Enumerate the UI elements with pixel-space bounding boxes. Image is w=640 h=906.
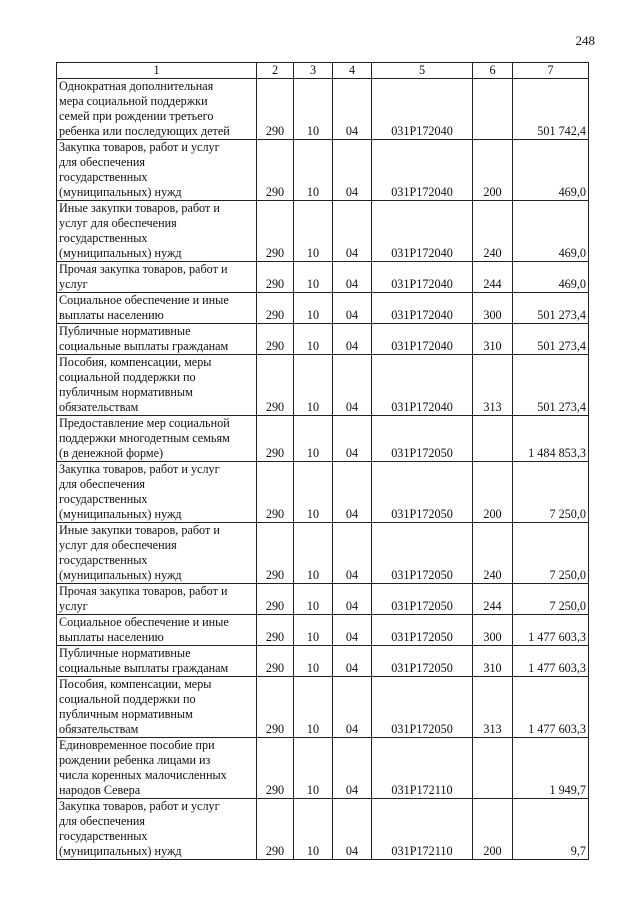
- row-code-target: 031P172040: [372, 355, 473, 416]
- table-row: [57, 677, 589, 738]
- row-code-target: 031P172040: [372, 140, 473, 201]
- row-code-subsection: 04: [333, 79, 372, 140]
- row-code-ministry: 290: [257, 584, 294, 615]
- row-code-section: 10: [294, 584, 333, 615]
- row-code-section: 10: [294, 324, 333, 355]
- header-cell: 4: [333, 63, 372, 79]
- row-code-expense-type: 200: [473, 462, 513, 523]
- row-amount: 1 484 853,3: [513, 416, 589, 462]
- table-row: [57, 79, 589, 140]
- row-code-target: 031P172050: [372, 462, 473, 523]
- row-code-ministry: 290: [257, 738, 294, 799]
- row-description: Закупка товаров, работ и услуг для обеспечения государственных (муниципальных) нужд: [57, 462, 257, 523]
- table-row: [57, 355, 589, 416]
- row-amount: 7 250,0: [513, 584, 589, 615]
- row-amount: 501 742,4: [513, 79, 589, 140]
- row-code-ministry: 290: [257, 262, 294, 293]
- row-description: Иные закупки товаров, работ и услуг для обеспечения государственных (муниципальных) нужд: [57, 523, 257, 584]
- row-description: Публичные нормативные социальные выплаты гражданам: [57, 646, 257, 677]
- row-code-section: 10: [294, 355, 333, 416]
- row-code-target: 031P172050: [372, 615, 473, 646]
- row-description: Прочая закупка товаров, работ и услуг: [57, 584, 257, 615]
- row-description: Однократная дополнительная мера социальной поддержки семей при рождении третьего ребенка или последующих детей: [57, 79, 257, 140]
- row-code-expense-type: 200: [473, 799, 513, 860]
- row-code-subsection: 04: [333, 462, 372, 523]
- row-code-section: 10: [294, 799, 333, 860]
- row-code-section: 10: [294, 416, 333, 462]
- row-code-ministry: 290: [257, 79, 294, 140]
- row-description: Социальное обеспечение и иные выплаты населению: [57, 293, 257, 324]
- header-cell: 6: [473, 63, 513, 79]
- table-row: [57, 324, 589, 355]
- row-code-ministry: 290: [257, 355, 294, 416]
- row-description: Закупка товаров, работ и услуг для обеспечения государственных (муниципальных) нужд: [57, 140, 257, 201]
- row-code-subsection: 04: [333, 324, 372, 355]
- row-code-section: 10: [294, 140, 333, 201]
- row-amount: 501 273,4: [513, 293, 589, 324]
- header-cell: 7: [513, 63, 589, 79]
- row-code-expense-type: [473, 416, 513, 462]
- row-code-expense-type: 313: [473, 677, 513, 738]
- row-amount: 1 477 603,3: [513, 677, 589, 738]
- row-code-ministry: 290: [257, 615, 294, 646]
- row-code-target: 031P172040: [372, 79, 473, 140]
- row-code-target: 031P172050: [372, 584, 473, 615]
- header-cell: 2: [257, 63, 294, 79]
- table-body: [57, 79, 589, 860]
- row-description: Единовременное пособие при рождении ребенка лицами из числа коренных малочисленных народов Севера: [57, 738, 257, 799]
- table-row: [57, 416, 589, 462]
- row-description: Иные закупки товаров, работ и услуг для обеспечения государственных (муниципальных) нужд: [57, 201, 257, 262]
- table-row: [57, 584, 589, 615]
- row-code-subsection: 04: [333, 140, 372, 201]
- table-row: [57, 462, 589, 523]
- row-code-ministry: 290: [257, 462, 294, 523]
- table-row: [57, 738, 589, 799]
- row-code-subsection: 04: [333, 416, 372, 462]
- row-amount: 501 273,4: [513, 324, 589, 355]
- row-code-ministry: 290: [257, 324, 294, 355]
- row-code-section: 10: [294, 615, 333, 646]
- row-amount: 7 250,0: [513, 462, 589, 523]
- row-code-expense-type: [473, 79, 513, 140]
- header-cell: 3: [294, 63, 333, 79]
- row-description: Прочая закупка товаров, работ и услуг: [57, 262, 257, 293]
- row-code-section: 10: [294, 462, 333, 523]
- row-code-subsection: 04: [333, 523, 372, 584]
- row-amount: 1 477 603,3: [513, 646, 589, 677]
- row-code-target: 031P172040: [372, 201, 473, 262]
- table-row: [57, 262, 589, 293]
- row-code-target: 031P172040: [372, 262, 473, 293]
- row-code-expense-type: 300: [473, 293, 513, 324]
- row-amount: 469,0: [513, 201, 589, 262]
- row-code-ministry: 290: [257, 140, 294, 201]
- budget-table: [56, 62, 589, 860]
- table-row: [57, 201, 589, 262]
- row-code-target: 031P172050: [372, 523, 473, 584]
- table-row: [57, 140, 589, 201]
- row-code-expense-type: 244: [473, 262, 513, 293]
- row-code-subsection: 04: [333, 584, 372, 615]
- row-description: Пособия, компенсации, меры социальной поддержки по публичным нормативным обязательствам: [57, 677, 257, 738]
- row-description: Социальное обеспечение и иные выплаты населению: [57, 615, 257, 646]
- row-code-ministry: 290: [257, 293, 294, 324]
- table-row: [57, 523, 589, 584]
- row-description: Пособия, компенсации, меры социальной поддержки по публичным нормативным обязательствам: [57, 355, 257, 416]
- table-row: [57, 799, 589, 860]
- table-row: [57, 646, 589, 677]
- row-code-target: 031P172050: [372, 416, 473, 462]
- row-code-expense-type: 240: [473, 201, 513, 262]
- row-code-expense-type: [473, 738, 513, 799]
- row-code-section: 10: [294, 293, 333, 324]
- row-code-section: 10: [294, 646, 333, 677]
- row-code-expense-type: 244: [473, 584, 513, 615]
- row-amount: 501 273,4: [513, 355, 589, 416]
- row-code-subsection: 04: [333, 799, 372, 860]
- row-code-section: 10: [294, 201, 333, 262]
- row-code-section: 10: [294, 738, 333, 799]
- row-code-target: 031P172050: [372, 646, 473, 677]
- row-code-section: 10: [294, 677, 333, 738]
- row-code-ministry: 290: [257, 416, 294, 462]
- row-description: Публичные нормативные социальные выплаты гражданам: [57, 324, 257, 355]
- row-code-subsection: 04: [333, 355, 372, 416]
- row-code-section: 10: [294, 262, 333, 293]
- row-code-subsection: 04: [333, 262, 372, 293]
- row-amount: 469,0: [513, 262, 589, 293]
- row-code-expense-type: 300: [473, 615, 513, 646]
- row-code-target: 031P172110: [372, 799, 473, 860]
- row-amount: 1 949,7: [513, 738, 589, 799]
- row-code-expense-type: 310: [473, 324, 513, 355]
- row-code-expense-type: 313: [473, 355, 513, 416]
- table-row: [57, 615, 589, 646]
- row-code-target: 031P172110: [372, 738, 473, 799]
- row-code-expense-type: 310: [473, 646, 513, 677]
- row-code-target: 031P172040: [372, 324, 473, 355]
- row-code-subsection: 04: [333, 677, 372, 738]
- header-cell: 1: [57, 63, 257, 79]
- row-code-subsection: 04: [333, 738, 372, 799]
- row-code-subsection: 04: [333, 615, 372, 646]
- header-cell: 5: [372, 63, 473, 79]
- row-amount: 469,0: [513, 140, 589, 201]
- row-description: Закупка товаров, работ и услуг для обеспечения государственных (муниципальных) нужд: [57, 799, 257, 860]
- table-header-row: [57, 63, 589, 79]
- row-code-target: 031P172050: [372, 677, 473, 738]
- row-code-subsection: 04: [333, 293, 372, 324]
- row-code-expense-type: 240: [473, 523, 513, 584]
- row-code-ministry: 290: [257, 677, 294, 738]
- row-amount: 7 250,0: [513, 523, 589, 584]
- row-code-section: 10: [294, 79, 333, 140]
- row-code-target: 031P172040: [372, 293, 473, 324]
- row-code-subsection: 04: [333, 646, 372, 677]
- row-description: Предоставление мер социальной поддержки многодетным семьям (в денежной форме): [57, 416, 257, 462]
- row-code-ministry: 290: [257, 523, 294, 584]
- row-amount: 1 477 603,3: [513, 615, 589, 646]
- row-code-ministry: 290: [257, 646, 294, 677]
- table-row: [57, 293, 589, 324]
- page-number: 248: [575, 33, 595, 48]
- row-code-ministry: 290: [257, 201, 294, 262]
- row-amount: 9,7: [513, 799, 589, 860]
- row-code-ministry: 290: [257, 799, 294, 860]
- row-code-expense-type: 200: [473, 140, 513, 201]
- row-code-subsection: 04: [333, 201, 372, 262]
- row-code-section: 10: [294, 523, 333, 584]
